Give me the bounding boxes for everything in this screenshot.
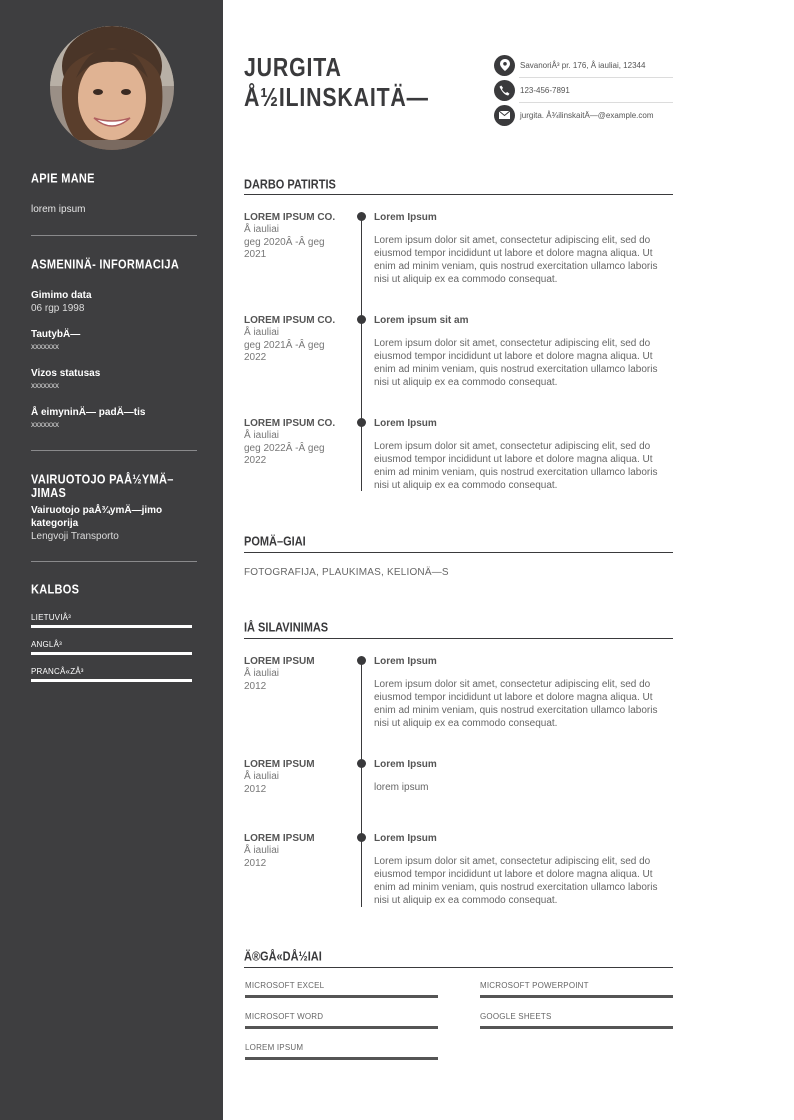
skill-name: MICROSOFT EXCEL [245,981,325,990]
timeline-dot [357,418,366,427]
language-name: ANGLÅ³ [31,640,62,649]
experience-entry-meta [244,211,354,262]
contact-phone [494,79,673,101]
hobbies-text: FOTOGRAFIJA, PLAUKIMAS, KELIONÄ—S [244,567,449,578]
personal-label: TautybÄ— [31,329,81,340]
personal-heading: ASMENINÄ- INFORMACIJA [31,258,180,272]
employment-year: 2021 [244,249,267,260]
personal-label: Gimimo data [31,290,92,301]
contact-divider [519,102,673,103]
section-rule [244,552,673,553]
education-heading [244,621,673,633]
school-city: Å iauliai [244,771,280,782]
degree-title: Lorem Ipsum [374,759,437,770]
company-name: LOREM IPSUM CO. [244,212,336,223]
personal-label: Å eimyninÄ— padÄ—tis [31,407,146,418]
driving-item [31,504,197,543]
job-description: Lorem ipsum dolor sit amet, consectetur adipiscing elit, sed do eiusmod tempor incididunt ut labore et dolore magna aliqua. Ut enim ad minim veniam, quis nostrud exercitation ullamco laboris nisi ut aliquip ex ea commodo consequat. [374,235,658,285]
education-entry-meta [244,655,354,693]
language-name: PRANCÅ«ZÅ³ [31,667,84,676]
about-text-wrap [31,204,197,215]
email-text: jurgita. Å¾ilinskaitÄ—@example.com [520,110,654,120]
personal-label: Vizos statusas [31,368,101,379]
address-text: SavanoriÅ³ pr. 176, Å iauliai, 12344 [520,60,646,70]
education-timeline [361,659,362,907]
personal-item [31,367,197,392]
skill-item [245,1043,438,1060]
skill-name: LOREM IPSUM [245,1043,304,1052]
experience-timeline [361,215,362,491]
about-text: lorem ipsum [31,204,86,215]
section-rule [244,194,673,195]
timeline-dot [357,212,366,221]
skill-item [480,1012,673,1029]
contact-divider [519,77,673,78]
skills-heading [244,950,673,962]
sidebar [0,0,223,1120]
about-section [31,172,197,184]
experience-entry-meta [244,314,354,365]
school-name: LOREM IPSUM [244,833,315,844]
driving-value: Lengvoji Transporto [31,531,119,542]
skill-name: MICROSOFT POWERPOINT [480,981,589,990]
degree-title: Lorem Ipsum [374,833,437,844]
section-rule [244,967,673,968]
experience-entry-body [374,314,674,389]
language-level-bar [31,652,192,655]
personal-value: 06 rgp 1998 [31,303,85,314]
timeline-dot [357,759,366,768]
skill-name: MICROSOFT WORD [245,1012,324,1021]
mail-icon [494,105,515,126]
hobbies-heading [244,535,673,547]
phone-icon [494,80,515,101]
graduation-year: 2012 [244,783,267,795]
skill-level-bar [245,995,438,998]
experience-heading-text: DARBO PATIRTIS [244,178,336,192]
employment-year: 2022 [244,352,267,363]
skill-level-bar [245,1057,438,1060]
experience-entry-meta [244,417,354,468]
language-level-bar [31,679,192,682]
contact-email [494,104,673,126]
sidebar-divider [31,235,197,236]
employment-period: geg 2021Â -Â geg [244,339,325,351]
language-level-bar [31,625,192,628]
about-heading: APIE MANE [31,172,95,186]
job-description: Lorem ipsum dolor sit amet, consectetur adipiscing elit, sed do eiusmod tempor incididunt ut labore et dolore magna aliqua. Ut enim ad minim veniam, quis nostrud exercitation ullamco laboris nisi ut aliquip ex ea commodo consequat. [374,441,658,491]
skill-item [245,1012,438,1029]
name-line-2: Å½ILINSKAITÄ— [244,82,429,112]
company-name: LOREM IPSUM CO. [244,315,336,326]
personal-item [31,289,197,315]
school-name: LOREM IPSUM [244,656,315,667]
sidebar-divider [31,561,197,562]
skill-level-bar [480,995,673,998]
company-city: Å iauliai [244,224,280,235]
company-name: LOREM IPSUM CO. [244,418,336,429]
personal-section [31,258,197,270]
skills-heading-text: Ä®GÅ«DÅ½IAI [244,950,322,964]
education-entry-body [374,655,674,730]
skill-level-bar [480,1026,673,1029]
education-entry-body [374,758,674,794]
driving-heading: VAIRUOTOJO PAÅ½YMÄ–JIMAS [31,473,174,501]
language-item [31,640,197,655]
languages-heading: KALBOS [31,583,80,597]
skill-item [480,981,673,998]
section-rule [244,638,673,639]
graduation-year: 2012 [244,857,267,869]
language-item [31,613,197,628]
degree-description: Lorem ipsum dolor sit amet, consectetur adipiscing elit, sed do eiusmod tempor incididunt ut labore et dolore magna aliqua. Ut enim ad minim veniam, quis nostrud exercitation ullamco laboris nisi ut aliquip ex ea commodo consequat. [374,679,658,729]
contact-address [494,54,673,76]
experience-entry-body [374,417,674,492]
degree-description: Lorem ipsum dolor sit amet, consectetur adipiscing elit, sed do eiusmod tempor incididunt ut labore et dolore magna aliqua. Ut enim ad minim veniam, quis nostrud exercitation ullamco laboris nisi ut aliquip ex ea commodo consequat. [374,856,658,906]
profile-photo [50,26,174,150]
driving-label: Vairuotojo paÅ¾ymÄ—jimo kategorija [31,505,163,529]
employment-year: 2022 [244,455,267,466]
job-title: Lorem Ipsum [374,212,437,223]
education-entry-body [374,832,674,907]
employment-period: geg 2022Â -Â geg [244,442,325,454]
school-name: LOREM IPSUM [244,759,315,770]
driving-section [31,473,197,501]
degree-title: Lorem Ipsum [374,656,437,667]
job-description: Lorem ipsum dolor sit amet, consectetur adipiscing elit, sed do eiusmod tempor incididunt ut labore et dolore magna aliqua. Ut enim ad minim veniam, quis nostrud exercitation ullamco laboris nisi ut aliquip ex ea commodo consequat. [374,338,658,388]
timeline-dot [357,833,366,842]
timeline-dot [357,656,366,665]
timeline-dot [357,315,366,324]
skill-name: GOOGLE SHEETS [480,1012,552,1021]
education-entry-meta [244,758,354,796]
company-city: Å iauliai [244,430,280,441]
sidebar-divider [31,450,197,451]
experience-entry-body [374,211,674,286]
personal-item [31,328,197,353]
skill-level-bar [245,1026,438,1029]
education-entry-meta [244,832,354,870]
job-title: Lorem Ipsum [374,418,437,429]
experience-heading [244,178,673,190]
skill-item [245,981,438,998]
languages-section [31,583,197,595]
profile-photo-image [50,26,174,150]
job-title: Lorem ipsum sit am [374,315,469,326]
phone-text: 123-456-7891 [520,85,570,95]
school-city: Å iauliai [244,668,280,679]
language-item [31,667,197,682]
personal-value: xxxxxxx [31,420,59,429]
language-name: LIETUVIÅ³ [31,613,72,622]
graduation-year: 2012 [244,680,267,692]
company-city: Å iauliai [244,327,280,338]
education-heading-text: IÅ SILAVINIMAS [244,621,329,635]
personal-value: xxxxxxx [31,381,59,390]
candidate-name [244,52,457,112]
map-pin-icon [494,55,515,76]
personal-value: xxxxxxx [31,342,59,351]
personal-item [31,406,197,431]
employment-period: geg 2020Â -Â geg [244,236,325,248]
name-line-1: JURGITA [244,52,342,82]
school-city: Å iauliai [244,845,280,856]
hobbies-heading-text: POMÄ–GIAI [244,535,306,549]
degree-description: lorem ipsum [374,782,429,793]
